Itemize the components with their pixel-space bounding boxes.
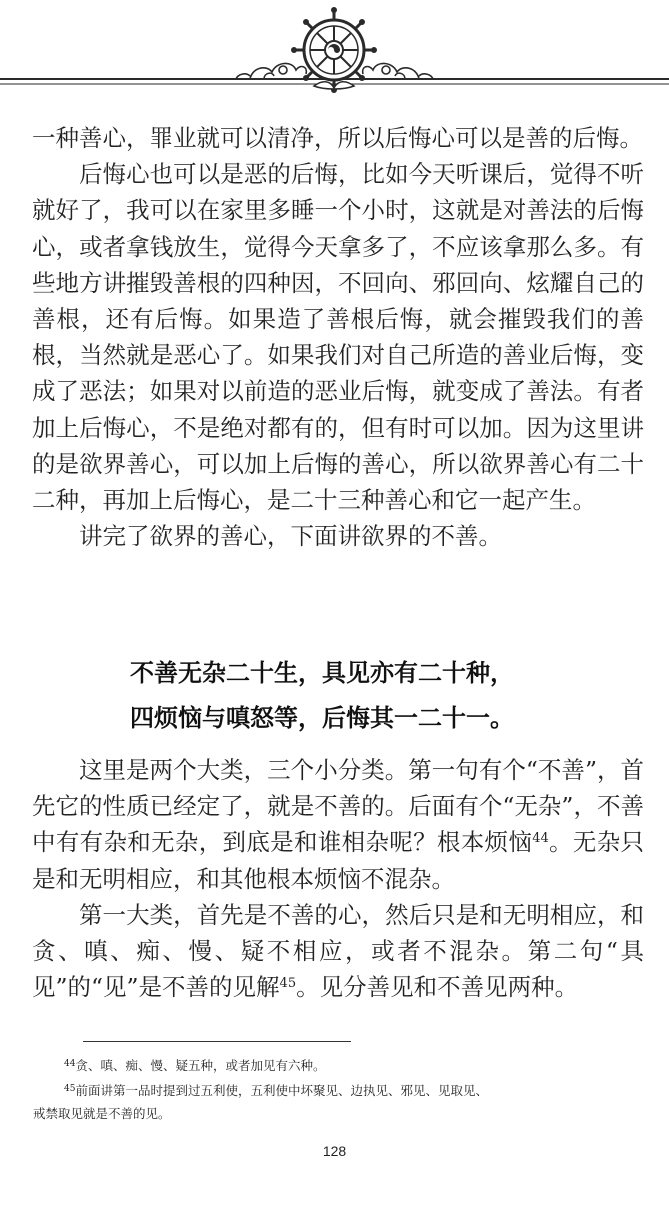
page-header xyxy=(0,0,669,100)
paragraph-5: 第一大类，首先是不善的心，然后只是和无明相应，和贪、嗔、痴、慢、疑不相应，或者不混杂。第二句“具见”的“见”是不善的见解$^{45}$。见分善见和不善见两种。 xyxy=(32,900,644,1002)
footnote-ref-45[interactable]: 45 xyxy=(279,976,297,992)
footnote-45-line-1: $^{45}$前面讲第一品时提到过五利使，五利使中坏聚见、边执见、邪见、见取见、 xyxy=(64,1083,488,1098)
main-text xyxy=(32,120,644,554)
verse-line-1: 不善无杂二十生，具见亦有二十种， xyxy=(130,659,514,687)
footnote-ref-44[interactable]: 44 xyxy=(532,831,549,847)
paragraph-1: 一种善心，罪业就可以清净，所以后悔心可以是善的后悔。 xyxy=(32,124,643,152)
footnote-44: $^{44}$贪、嗔、痴、慢、疑五种，或者加见有六种。 xyxy=(64,1058,326,1073)
verse-line-2: 四烦恼与嗔怒等，后悔其一二十一。 xyxy=(130,704,514,732)
commentary-text xyxy=(32,752,644,1005)
footnote-45-line-2: 戒禁取见就是不善的见。 xyxy=(33,1106,171,1121)
paragraph-2: 后悔心也可以是恶的后悔，比如今天听课后，觉得不听就好了，我可以在家里多睡一个小时，这就是对善法的后悔心，或者拿钱放生，觉得今天拿多了，不应该拿那么多。有些地方讲摧毁善根的四种因，不回向、邪回向、炫耀自己的善根，还有后悔。如果造了善根后悔，就会摧毁我们的善根，当然就是恶心了。如果我们对自己所造的善业后悔，变成了恶法；如果对以前造的恶业后悔，就变成了善法。有者加上后悔心，不是绝对都有的，但有时可以加。因为这里讲的是欲界善心，可以加上后悔的善心，所以欲界善心有二十二种，再加上后悔心，是二十三种善心和它一起产生。 xyxy=(32,160,644,515)
paragraph-3: 讲完了欲界的善心，下面讲欲界的不善。 xyxy=(79,522,502,551)
header-ornament xyxy=(0,0,669,100)
page-number: 128 xyxy=(322,1143,347,1159)
paragraph-4: 这里是两个大类，三个小分类。第一句有个“不善”，首先它的性质已经定了，就是不善的。后面有个“无杂”，不善中有有杂和无杂，到底是和谁相杂呢？根本烦恼$^{44}$。无杂只是和无明相应，和其他根本烦恼不混杂。 xyxy=(32,756,645,893)
cloud-scroll-left-icon xyxy=(236,63,306,79)
dharma-wheel-icon xyxy=(291,7,377,93)
footnote-divider xyxy=(83,1041,351,1042)
cloud-scroll-right-icon xyxy=(363,63,433,79)
